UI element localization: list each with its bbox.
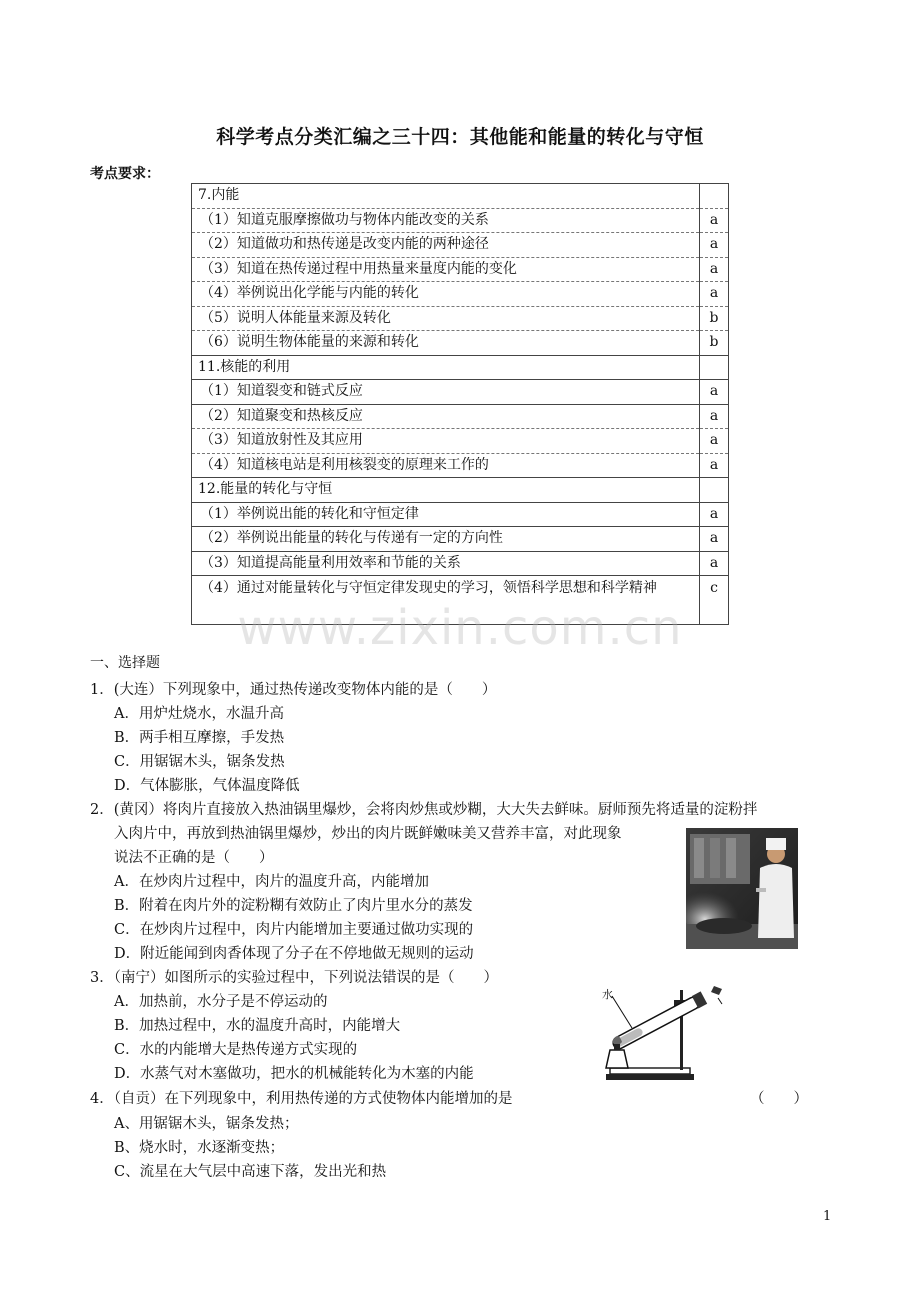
table-row — [192, 380, 729, 405]
req-level: a — [700, 429, 729, 454]
question-3-option-d: D．水蒸气对木塞做功，把水的机械能转化为木塞的内能 — [114, 1066, 474, 1082]
question-3-option-b: B．加热过程中，水的温度升高时，内能增大 — [114, 1018, 401, 1034]
table-row — [192, 551, 729, 576]
req-text: 7.内能 — [192, 184, 700, 209]
req-level: c — [700, 576, 729, 625]
question-4-option-a: A、用锯锯木头，锯条发热； — [114, 1116, 299, 1132]
page-number: 1 — [823, 1209, 832, 1224]
req-text: 11.核能的利用 — [192, 355, 700, 380]
req-text: （3）知道放射性及其应用 — [192, 429, 700, 454]
req-text: （5）说明人体能量来源及转化 — [192, 306, 700, 331]
req-level: a — [700, 551, 729, 576]
question-2-option-c: C．在炒肉片过程中，肉片内能增加主要通过做功实现的 — [114, 922, 474, 938]
req-level: a — [700, 404, 729, 429]
req-text: （2）知道聚变和热核反应 — [192, 404, 700, 429]
req-text: （4）举例说出化学能与内能的转化 — [192, 282, 700, 307]
req-text: （3）知道在热传递过程中用热量来量度内能的变化 — [192, 257, 700, 282]
table-row — [192, 478, 729, 503]
req-text: （4）知道核电站是利用核裂变的原理来工作的 — [192, 453, 700, 478]
table-row — [192, 233, 729, 258]
question-2-option-a: A．在炒肉片过程中，肉片的温度升高，内能增加 — [114, 874, 429, 890]
req-text: 12.能量的转化与守恒 — [192, 478, 700, 503]
page-title: 科学考点分类汇编之三十四：其他能和能量的转化与守恒 — [216, 126, 704, 148]
table-row — [192, 184, 729, 209]
question-2-stem-line-3: 说法不正确的是（ ） — [114, 850, 274, 866]
req-level: a — [700, 380, 729, 405]
requirements-table — [191, 183, 729, 625]
req-level — [700, 355, 729, 380]
question-1-option-a: A．用炉灶烧水，水温升高 — [114, 706, 284, 722]
req-level: a — [700, 208, 729, 233]
question-4-answer-blank: （ ） — [750, 1091, 808, 1107]
req-text: （2）知道做功和热传递是改变内能的两种途径 — [192, 233, 700, 258]
question-4-option-b: B、烧水时，水逐渐变热； — [114, 1140, 285, 1156]
table-row — [192, 282, 729, 307]
question-4-option-c: C、流星在大气层中高速下落，发出光和热 — [114, 1164, 387, 1180]
req-level: b — [700, 306, 729, 331]
watermark: www.zixin.com.cn — [237, 600, 683, 656]
question-2-stem-line-1: 2．(黄冈）将肉片直接放入热油锅里爆炒，会将肉炒焦或炒糊，大大失去鲜味。厨师预先将适量的淀粉拌 — [90, 802, 758, 818]
question-3-option-a: A．加热前，水分子是不停运动的 — [114, 994, 328, 1010]
question-2-option-b: B．附着在肉片外的淀粉糊有效防止了肉片里水分的蒸发 — [114, 898, 473, 914]
question-3-option-c: C．水的内能增大是热传递方式实现的 — [114, 1042, 358, 1058]
water-figure-label: 水 — [602, 988, 613, 1001]
req-level: a — [700, 453, 729, 478]
req-level: a — [700, 502, 729, 527]
req-level: a — [700, 527, 729, 552]
req-level: a — [700, 233, 729, 258]
table-row — [192, 502, 729, 527]
req-level — [700, 478, 729, 503]
req-text: （2）举例说出能量的转化与传递有一定的方向性 — [192, 527, 700, 552]
question-1-option-d: D．气体膨胀，气体温度降低 — [114, 778, 300, 794]
chef-kitchen-photo — [686, 828, 798, 949]
req-text: （1）知道克服摩擦做功与物体内能改变的关系 — [192, 208, 700, 233]
table-row — [192, 404, 729, 429]
req-level: a — [700, 257, 729, 282]
question-3-stem: 3．（南宁）如图所示的实验过程中，下列说法错误的是（ ） — [90, 970, 498, 986]
question-1-option-c: C．用锯锯木头，锯条发热 — [114, 754, 285, 770]
table-row — [192, 306, 729, 331]
req-level — [700, 184, 729, 209]
table-row — [192, 429, 729, 454]
requirements-label: 考点要求： — [90, 166, 160, 182]
table-row — [192, 331, 729, 356]
question-2-option-d: D．附近能闻到肉香体现了分子在不停地做无规则的运动 — [114, 946, 474, 962]
test-tube-heating-diagram — [588, 982, 728, 1086]
question-1-option-b: B．两手相互摩擦，手发热 — [114, 730, 285, 746]
table-row — [192, 453, 729, 478]
req-level: b — [700, 331, 729, 356]
table-row — [192, 208, 729, 233]
table-row — [192, 257, 729, 282]
req-text: （1）举例说出能的转化和守恒定律 — [192, 502, 700, 527]
question-4-stem: 4．（自贡）在下列现象中，利用热传递的方式使物体内能增加的是 — [90, 1091, 513, 1107]
req-level: a — [700, 282, 729, 307]
section-heading: 一、选择题 — [90, 655, 160, 671]
req-text: （6）说明生物体能量的来源和转化 — [192, 331, 700, 356]
req-text: （3）知道提高能量利用效率和节能的关系 — [192, 551, 700, 576]
table-row — [192, 355, 729, 380]
table-row — [192, 527, 729, 552]
req-text: （4）通过对能量转化与守恒定律发现史的学习，领悟科学思想和科学精神 — [192, 576, 700, 625]
req-text: （1）知道裂变和链式反应 — [192, 380, 700, 405]
question-1-stem: 1．(大连）下列现象中，通过热传递改变物体内能的是（ ） — [90, 682, 497, 698]
question-2-stem-line-2: 入肉片中，再放到热油锅里爆炒，炒出的肉片既鲜嫩味美又营养丰富，对此现象 — [114, 826, 622, 842]
